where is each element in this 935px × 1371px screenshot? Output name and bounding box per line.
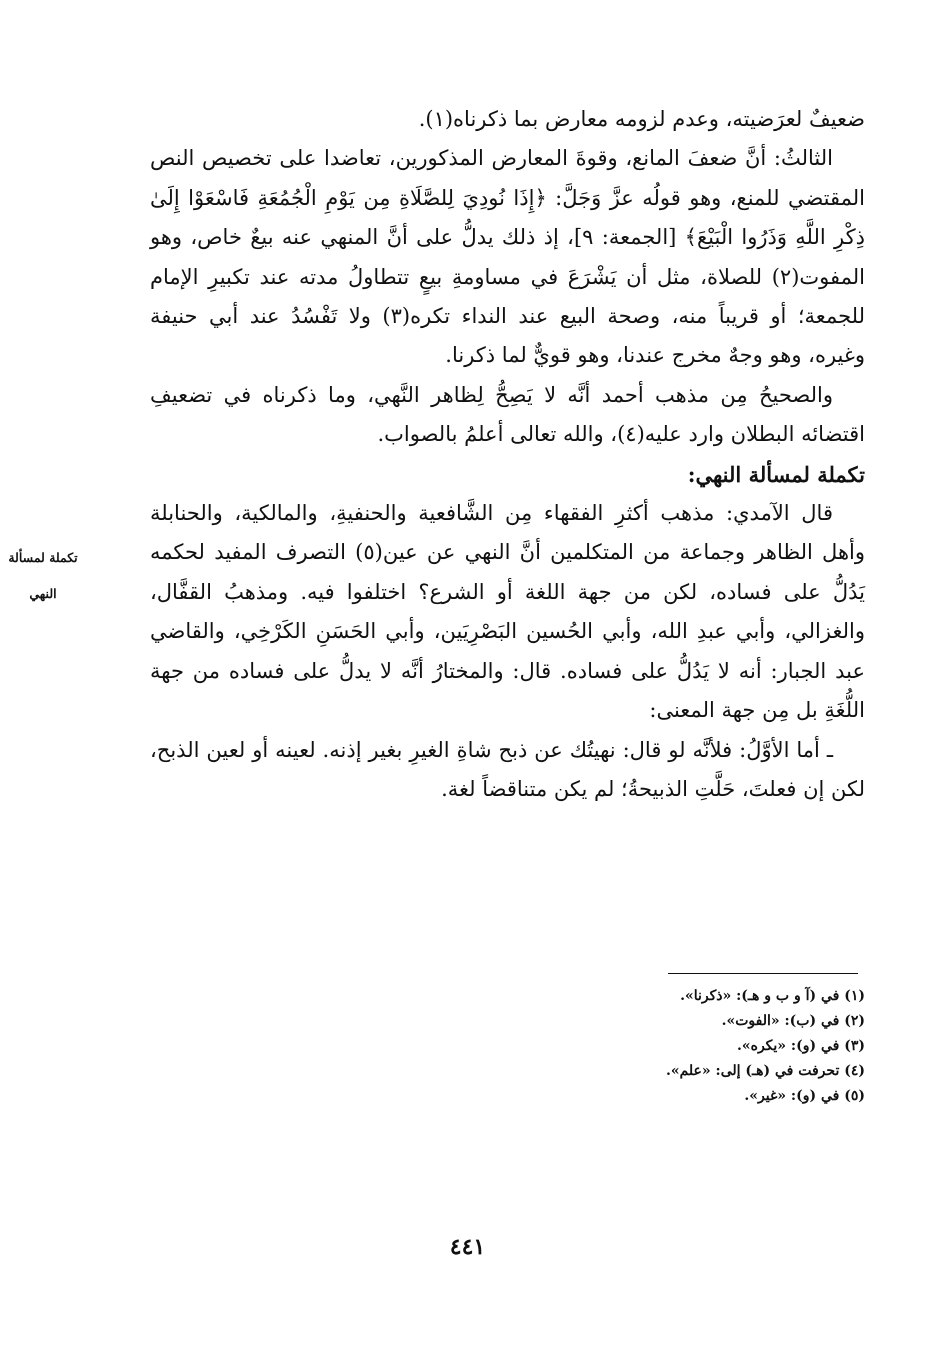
paragraph-4: قال الآمدي: مذهب أكثرِ الفقهاء مِن الشَّافعية والحنفيةِ، والمالكية، والحنابلة وأهل الظاهر وجماعة من المتكلمين أنَّ النهي عن عين(٥) التصرف المفيد لحكمه يَدُلُّ على فساده، لكن من جهة اللغة أو الشرع؟ اختلفوا فيه. ومذهبُ القفَّال، والغزالي، وأبي عبدِ الله، وأبي الحُسين البَصْرِيَين، وأبي الحَسَنِ الكَرْخِي، والقاضي عبد الجبار: أنه لا يَدُلُّ على فساده. قال: والمختارُ أنَّه لا يدلُّ على فساده من جهة اللُّغَةِ بل مِن جهة المعنى: [150, 501, 865, 723]
footnote-2: (٢) في (ب): «الفوت». [721, 1013, 865, 1029]
paragraph-3: والصحيحُ مِن مذهب أحمد أنَّه لا يَصِحُّ لِظاهر النَّهي، وما ذكرناه في تضعيفِ اقتضائه البطلان وارد عليه(٤)، والله تعالى أعلمُ بالصواب. [150, 382, 865, 447]
footnote-3: (٣) في (و): «يكره». [736, 1038, 865, 1054]
paragraph-2: الثالثُ: أنَّ ضعفَ المانع، وقوةَ المعارض المذكورين، تعاضدا على تخصيص النص المقتضي للمنع، وهو قولُه عزَّ وَجَلَّ: ﴿إِذَا نُودِيَ لِلصَّلَاةِ مِن يَوْمِ الْجُمُعَةِ فَاسْعَوْا إِلَىٰ ذِكْرِ اللَّهِ وَذَرُوا الْبَيْعَ﴾ [الجمعة: ٩]، إذ ذلك يدلُّ على أنَّ المنهي عنه بيعٌ خاص، وهو المفوت(٢) للصلاة، مثل أن يَشْرَعَ في مساومةِ بيعٍ تتطاولُ مدته عند تكبيرِ الإمام للجمعة؛ أو قريباً منه، وصحة البيع عند النداء تكره(٣) ولا تَفْسُدُ عند أبي حنيفة وغيره، وهو وجهٌ مخرج عندنا، وهو قويٌّ لما ذكرنا. [150, 146, 865, 368]
footnote-5: (٥) في (و): «غير». [744, 1088, 865, 1104]
margin-note-title: تكملة لمسألة [8, 550, 78, 565]
section-heading: تكملة لمسألة النهي: [687, 461, 865, 487]
paragraph-1: ضعيفٌ لعرَضيته، وعدم لزومه معارض بما ذكرناه(١). [418, 107, 865, 131]
paragraph-5: ـ أما الأوَّلُ: فلأنَّه لو قال: نهيتُك عن ذبح شاةِ الغيرِ بغير إذنه. لعينه أو لعين الذبح، لكن إن فعلتَ، حَلَّتِ الذبيحةُ؛ لم يكن متناقضاً لغة. [150, 737, 865, 801]
page-number: ٤٤١ [449, 1234, 486, 1260]
footnotes [300, 984, 865, 1109]
footnote-divider [668, 973, 858, 974]
footnote-1: (١) في (آ و ب و هـ): «ذكرنا». [680, 988, 865, 1004]
main-text [150, 100, 865, 809]
margin-note-subtitle: النهي [29, 586, 57, 601]
footnote-4: (٤) تحرفت في (هـ) إلى: «علم». [665, 1063, 865, 1079]
